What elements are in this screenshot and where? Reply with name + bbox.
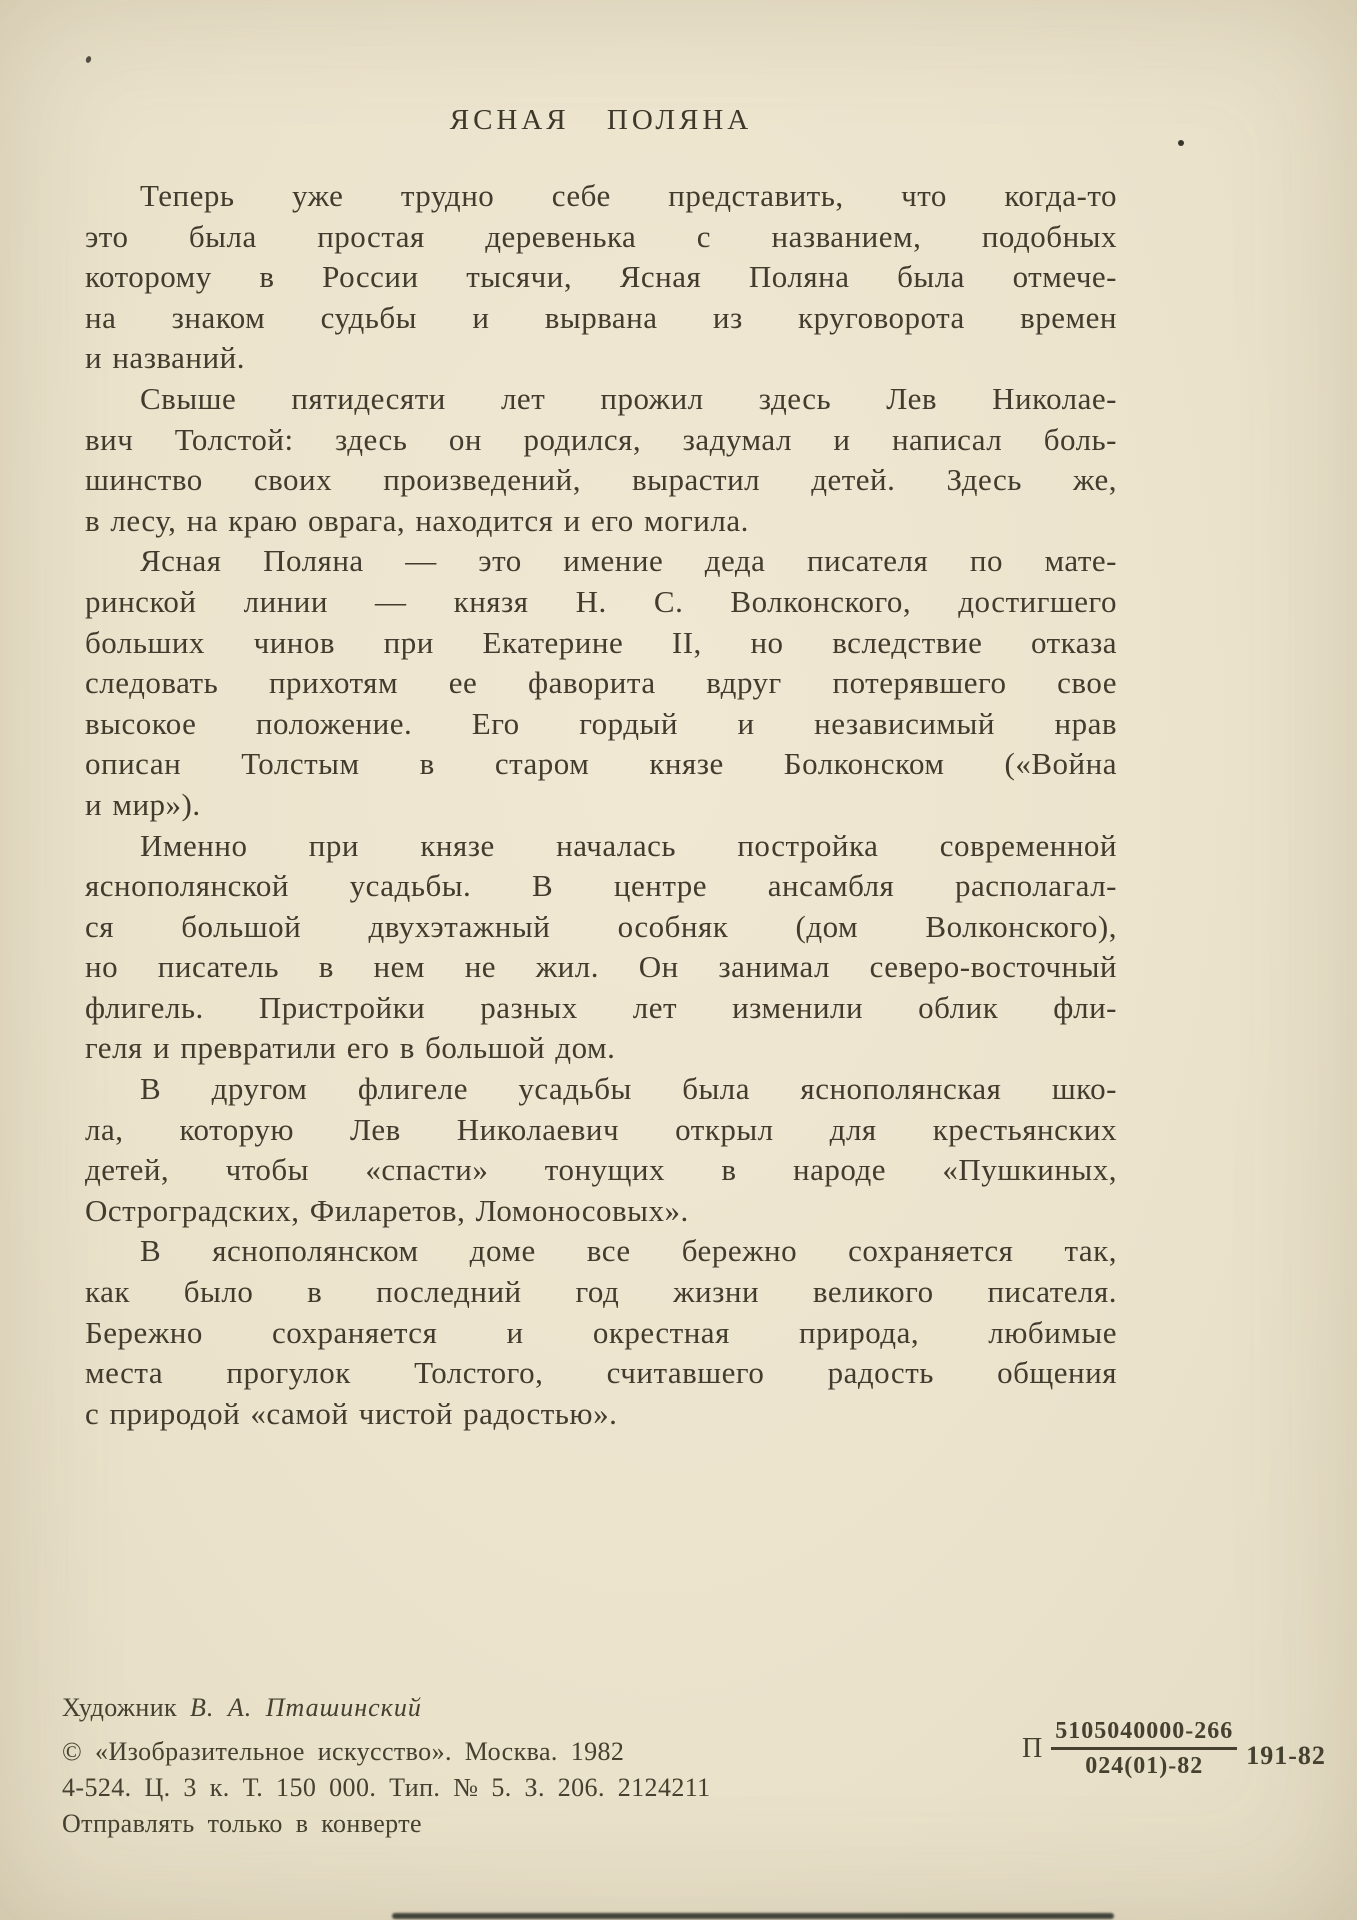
text-line: которому в России тысячи, Ясная Поляна была отмече- [85, 259, 1117, 295]
envelope-line: Отправлять только в конверте [62, 1809, 422, 1838]
artist-name: В. А. Пташинский [189, 1693, 422, 1722]
text-line: яснополянской усадьбы. В центре ансамбля располагал- [85, 868, 1117, 904]
text-line: и мир»). [85, 786, 201, 822]
ink-speck [1178, 140, 1184, 146]
index-prefix: П [1022, 1732, 1043, 1764]
text-line: В яснополянском доме все бережно сохраняется так, [140, 1233, 1117, 1269]
text-line: вич Толстой: здесь он родился, задумал и написал боль- [85, 421, 1117, 457]
text-line: Ясная Поляна — это имение деда писателя по мате- [140, 543, 1117, 579]
text-line: геля и превратили его в большой дом. [85, 1030, 616, 1066]
index-fraction [1051, 1716, 1237, 1781]
text-line: на знаком судьбы и вырвана из круговорота времен [85, 299, 1117, 335]
text-line: и названий. [85, 340, 245, 376]
text-line: ся большой двухэтажный особняк (дом Волконского), [85, 908, 1117, 944]
index-suffix: 191-82 [1246, 1740, 1326, 1770]
text-line: ринской линии — князя Н. С. Волконского, достигшего [85, 583, 1117, 619]
text-line: шинство своих произведений, вырастил детей. Здесь же, [85, 462, 1117, 498]
fraction-numerator: 5105040000-266 [1051, 1716, 1237, 1750]
text-line: Остроградских, Филаретов, Ломоносовых». [85, 1192, 689, 1228]
scan-artifact-strip [392, 1913, 1114, 1919]
colophon [62, 1690, 1022, 1842]
print-line: 4-524. Ц. 3 к. Т. 150 000. Тип. № 5. З. 206. 2124211 [62, 1773, 711, 1802]
text-line: как было в последний год жизни великого писателя. [85, 1274, 1117, 1310]
text-line: В другом флигеле усадьбы была яснополянская шко- [140, 1071, 1117, 1107]
text-line: детей, чтобы «спасти» тонущих в народе «Пушкиных, [85, 1152, 1117, 1188]
text-line: Бережно сохраняется и окрестная природа, любимые [85, 1314, 1117, 1350]
text-line: Свыше пятидесяти лет прожил здесь Лев Николае- [140, 380, 1117, 416]
text-line: больших чинов при Екатерине II, но вследствие отказа [85, 624, 1117, 660]
artist-label: Художник [62, 1693, 178, 1722]
text-line: это была простая деревенька с названием, подобных [85, 218, 1117, 254]
text-line: следовать прихотям ее фаворита вдруг потерявшего свое [85, 665, 1117, 701]
text-line: Именно при князе началась постройка современной [140, 827, 1117, 863]
fraction-denominator: 024(01)-82 [1085, 1753, 1204, 1779]
page-title: ЯСНАЯ ПОЛЯНА [449, 104, 753, 136]
body-text [85, 176, 1117, 1434]
text-line: ла, которую Лев Николаевич открыл для крестьянских [85, 1111, 1117, 1147]
text-line: но писатель в нем не жил. Он занимал северо-восточный [85, 949, 1117, 985]
copyright-line: © «Изобразительное искусство». Москва. 1982 [62, 1737, 625, 1766]
text-line: с природой «самой чистой радостью». [85, 1395, 618, 1431]
text-line: места прогулок Толстого, считавшего радость общения [85, 1355, 1117, 1391]
text-line: флигель. Пристройки разных лет изменили облик фли- [85, 989, 1117, 1025]
text-line: в лесу, на краю оврага, находится и его могила. [85, 502, 749, 538]
publication-index [1022, 1716, 1326, 1781]
text-line: Теперь уже трудно себе представить, что когда-то [140, 178, 1117, 213]
artist-line [62, 1690, 1022, 1726]
text-line: высокое положение. Его гордый и независимый нрав [85, 705, 1117, 741]
text-line: описан Толстым в старом князе Болконском («Война [85, 746, 1117, 782]
